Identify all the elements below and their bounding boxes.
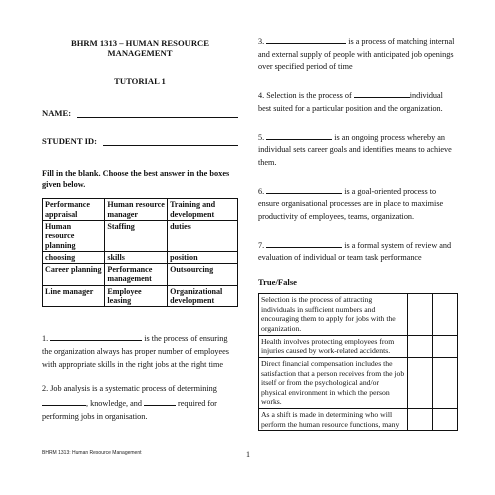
- table-row: [43, 199, 238, 221]
- word-cell: Employee leasing: [105, 285, 168, 307]
- answer-blank[interactable]: [354, 88, 410, 98]
- statement-cell: As a shift is made in determining who will perform the human resource functions, many: [259, 409, 408, 431]
- name-label: NAME:: [42, 108, 72, 118]
- answer-blank[interactable]: [144, 396, 176, 406]
- false-answer-box[interactable]: [433, 294, 458, 336]
- document-title: BHRM 1313 – HUMAN RESOURCE MANAGEMENT: [71, 38, 209, 58]
- question-text: is a goal-oriented process to ensure organisational processes are in place to maximise productivity of employees, teams, organization.: [258, 186, 444, 222]
- word-cell: position: [168, 251, 238, 263]
- question-4: [258, 88, 458, 115]
- answer-blank[interactable]: [266, 238, 342, 248]
- question-7: [258, 238, 458, 265]
- word-cell: Outsourcing: [168, 264, 238, 286]
- question-text: individual best suited for a particular position and the organization.: [258, 91, 443, 113]
- true-answer-box[interactable]: [408, 294, 433, 336]
- page-number: 1: [246, 450, 250, 459]
- word-box-table: [42, 198, 238, 307]
- word-cell: Line manager: [43, 285, 105, 307]
- word-cell: Career planning: [43, 264, 105, 286]
- question-number: 6.: [258, 186, 265, 196]
- right-column: [258, 34, 458, 431]
- question-text: is the process of ensuring the organization always has proper number of employees with appropriate skills in the right jobs at the right time: [42, 334, 229, 369]
- student-id-field[interactable]: [42, 136, 238, 146]
- word-cell: Human resource planning: [43, 220, 105, 251]
- student-id-label: STUDENT ID:: [42, 136, 97, 146]
- word-cell: Performance appraisal: [43, 199, 105, 221]
- false-answer-box[interactable]: [433, 335, 458, 357]
- true-answer-box[interactable]: [408, 409, 433, 431]
- question-6: [258, 184, 458, 224]
- true-answer-box[interactable]: [408, 335, 433, 357]
- table-row: [43, 264, 238, 286]
- question-number: 7.: [258, 240, 265, 250]
- table-row: [259, 357, 458, 408]
- false-answer-box[interactable]: [433, 357, 458, 408]
- question-3: [258, 34, 458, 74]
- table-row: [43, 285, 238, 307]
- table-row: [43, 251, 238, 263]
- name-field[interactable]: [42, 108, 238, 118]
- question-1: [42, 331, 238, 371]
- question-number: 5.: [258, 132, 265, 142]
- table-row: [259, 335, 458, 357]
- question-text: is a process of matching internal and external supply of people with anticipated job openings over specified period of time: [258, 37, 455, 72]
- question-text: 2. Job analysis is a systematic process of determining: [42, 384, 217, 394]
- statement-cell: Health involves protecting employees from injuries caused by work-related accidents.: [259, 335, 408, 357]
- question-5: [258, 130, 458, 170]
- answer-blank[interactable]: [266, 34, 346, 44]
- true-false-table: [258, 293, 458, 431]
- word-cell: choosing: [43, 251, 105, 263]
- word-cell: skills: [105, 251, 168, 263]
- student-id-line[interactable]: [103, 136, 238, 146]
- question-2: [42, 383, 238, 423]
- question-text: is a formal system of review and evaluation of individual or team task performance: [258, 240, 452, 263]
- question-number: 3.: [258, 37, 265, 46]
- footer-course: BHRM 1313: Human Resource Management: [42, 450, 142, 456]
- left-column: [42, 34, 238, 424]
- true-false-heading: True/False: [258, 277, 297, 288]
- table-row: [259, 409, 458, 431]
- question-text: 4. Selection is the process of: [258, 91, 352, 101]
- false-answer-box[interactable]: [433, 409, 458, 431]
- tutorial-title: TUTORIAL 1: [114, 76, 166, 86]
- word-cell: Training and development: [168, 199, 238, 221]
- answer-blank[interactable]: [50, 331, 142, 341]
- statement-cell: Direct financial compensation includes the satisfaction that a person receives from the job itself or from the psychological and/or physical environment in which the person works.: [259, 357, 408, 408]
- question-text: required for performing jobs in organisation.: [42, 399, 217, 421]
- table-row: [259, 294, 458, 336]
- question-text: , knowledge, and: [86, 399, 142, 409]
- word-cell: duties: [168, 220, 238, 251]
- answer-blank[interactable]: [42, 396, 86, 406]
- true-answer-box[interactable]: [408, 357, 433, 408]
- answer-blank[interactable]: [266, 184, 342, 194]
- answer-blank[interactable]: [266, 130, 332, 140]
- word-cell: Performance management: [105, 264, 168, 286]
- question-number: 1.: [42, 334, 49, 344]
- question-text: is an ongoing process whereby an individual sets career goals and identifies means to achieve them.: [258, 132, 452, 167]
- table-row: [43, 220, 238, 251]
- instructions: Fill in the blank. Choose the best answer in the boxes given below.: [42, 169, 230, 190]
- word-cell: Human resource manager: [105, 199, 168, 221]
- word-cell: Organizational development: [168, 285, 238, 307]
- name-line[interactable]: [77, 108, 238, 118]
- statement-cell: Selection is the process of attracting individuals in sufficient numbers and encouraging them to apply for jobs with the organization.: [259, 294, 408, 336]
- word-cell: Staffing: [105, 220, 168, 251]
